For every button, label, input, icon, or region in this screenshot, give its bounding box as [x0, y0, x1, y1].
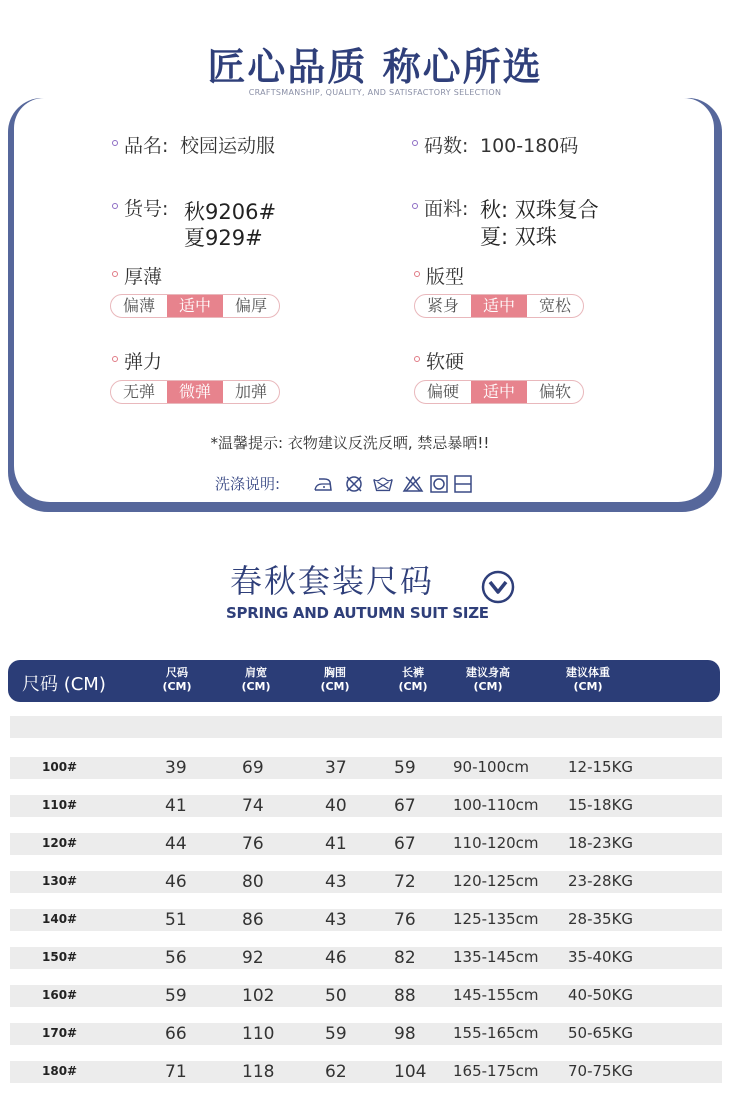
size-cell: 180#	[42, 1064, 78, 1078]
weight-cell: 15-18KG	[568, 796, 634, 814]
chest-cell: 46	[325, 948, 347, 968]
size-code-cell: 44	[165, 834, 187, 854]
bullet-icon	[412, 203, 418, 209]
size-cell: 100#	[42, 760, 78, 774]
weight-cell: 35-40KG	[568, 948, 634, 966]
table-spacer-band	[10, 716, 722, 738]
softness-option-selected: 适中	[471, 381, 527, 403]
bullet-icon	[112, 203, 118, 209]
size-cell: 110#	[42, 798, 78, 812]
softness-option: 偏硬	[426, 382, 459, 401]
column-header: 建议体重 (CM)	[566, 666, 610, 693]
tumble-dry-icon	[428, 474, 450, 494]
height-cell: 90-100cm	[453, 758, 529, 776]
weight-cell: 12-15KG	[568, 758, 634, 776]
size-table-header	[8, 660, 720, 702]
elasticity-option: 加弹	[234, 382, 267, 401]
wash-instructions-label: 洗涤说明:	[215, 475, 281, 493]
size-range-value: 100-180码	[480, 135, 579, 157]
height-cell: 110-120cm	[453, 834, 539, 852]
elasticity-option-selected: 微弹	[167, 381, 223, 403]
chevron-down-icon	[481, 570, 515, 604]
shoulder-cell: 102	[242, 986, 275, 1006]
item-number-autumn: 秋9206#	[184, 200, 277, 224]
fabric-autumn: 秋: 双珠复合	[480, 198, 599, 222]
item-number-label: 货号:	[124, 198, 169, 220]
elasticity-label: 弹力	[124, 351, 163, 373]
chest-cell: 37	[325, 758, 347, 778]
shoulder-cell: 69	[242, 758, 264, 778]
fit-option: 紧身	[426, 296, 459, 315]
height-cell: 165-175cm	[453, 1062, 539, 1080]
column-header: 尺码 (CM)	[162, 666, 192, 693]
shoulder-cell: 86	[242, 910, 264, 930]
shoulder-cell: 74	[242, 796, 264, 816]
size-cell: 120#	[42, 836, 78, 850]
size-range-label: 码数:	[424, 135, 469, 157]
elasticity-option: 无弹	[122, 382, 155, 401]
item-number-summer: 夏929#	[184, 226, 263, 250]
pants-length-cell: 76	[394, 910, 416, 930]
chest-cell: 50	[325, 986, 347, 1006]
chest-cell: 43	[325, 910, 347, 930]
chest-cell: 41	[325, 834, 347, 854]
fit-option-selected: 适中	[471, 295, 527, 317]
shoulder-cell: 118	[242, 1062, 275, 1082]
size-section-subtitle: SPRING AND AUTUMN SUIT SIZE	[226, 604, 489, 622]
thickness-selector	[110, 294, 280, 318]
size-code-cell: 66	[165, 1024, 187, 1044]
weight-cell: 50-65KG	[568, 1024, 634, 1042]
bullet-icon	[412, 140, 418, 146]
page-subtitle: CRAFTSMANSHIP, QUALITY, AND SATISFACTORY SELECTION	[248, 88, 502, 97]
thickness-label: 厚薄	[124, 266, 163, 288]
size-cell: 160#	[42, 988, 78, 1002]
bullet-icon	[112, 140, 118, 146]
height-cell: 100-110cm	[453, 796, 539, 814]
size-cell: 150#	[42, 950, 78, 964]
column-header: 肩宽 (CM)	[241, 666, 271, 693]
chest-cell: 43	[325, 872, 347, 892]
size-code-cell: 41	[165, 796, 187, 816]
size-cell: 170#	[42, 1026, 78, 1040]
column-header: 胸围 (CM)	[320, 666, 350, 693]
pants-length-cell: 88	[394, 986, 416, 1006]
weight-cell: 70-75KG	[568, 1062, 634, 1080]
height-cell: 135-145cm	[453, 948, 539, 966]
care-tip: *温馨提示: 衣物建议反洗反晒, 禁忌暴晒!!	[210, 434, 490, 452]
thickness-option-selected: 适中	[167, 295, 223, 317]
weight-cell: 23-28KG	[568, 872, 634, 890]
size-cell: 140#	[42, 912, 78, 926]
softness-label: 软硬	[426, 351, 465, 373]
pants-length-cell: 67	[394, 796, 416, 816]
fit-label: 版型	[426, 266, 465, 288]
weight-cell: 18-23KG	[568, 834, 634, 852]
thickness-option: 偏薄	[122, 296, 155, 315]
no-dry-clean-icon	[402, 474, 424, 494]
size-code-cell: 46	[165, 872, 187, 892]
bullet-icon	[112, 356, 118, 362]
bullet-icon	[112, 271, 118, 277]
page-title: 匠心品质 称心所选	[207, 45, 543, 89]
size-code-cell: 59	[165, 986, 187, 1006]
bullet-icon	[414, 356, 420, 362]
pants-length-cell: 72	[394, 872, 416, 892]
column-header: 长裤 (CM)	[398, 666, 428, 693]
softness-option: 偏软	[538, 382, 571, 401]
size-section-title: 春秋套装尺码	[230, 562, 435, 600]
thickness-option: 偏厚	[234, 296, 267, 315]
pants-length-cell: 82	[394, 948, 416, 968]
no-bleach-icon	[343, 474, 365, 494]
flat-dry-icon	[452, 474, 474, 494]
pants-length-cell: 67	[394, 834, 416, 854]
height-cell: 145-155cm	[453, 986, 539, 1004]
height-cell: 155-165cm	[453, 1024, 539, 1042]
product-name-label: 品名:	[124, 135, 169, 157]
elasticity-selector	[110, 380, 280, 404]
pants-length-cell: 59	[394, 758, 416, 778]
chest-cell: 40	[325, 796, 347, 816]
size-code-cell: 56	[165, 948, 187, 968]
shoulder-cell: 110	[242, 1024, 275, 1044]
weight-cell: 28-35KG	[568, 910, 634, 928]
pants-length-cell: 98	[394, 1024, 416, 1044]
size-code-cell: 71	[165, 1062, 187, 1082]
chest-cell: 62	[325, 1062, 347, 1082]
iron-low-icon	[312, 474, 334, 494]
shoulder-cell: 92	[242, 948, 264, 968]
fabric-label: 面料:	[424, 198, 469, 220]
product-name-value: 校园运动服	[180, 135, 276, 157]
fabric-summer: 夏: 双珠	[480, 225, 557, 249]
hand-wash-icon	[372, 474, 394, 494]
chest-cell: 59	[325, 1024, 347, 1044]
size-code-cell: 39	[165, 758, 187, 778]
column-header: 建议身高 (CM)	[466, 666, 510, 693]
size-cell: 130#	[42, 874, 78, 888]
size-table-header-title: 尺码 (CM)	[22, 674, 106, 695]
shoulder-cell: 76	[242, 834, 264, 854]
pants-length-cell: 104	[394, 1062, 427, 1082]
height-cell: 125-135cm	[453, 910, 539, 928]
fit-option: 宽松	[538, 296, 571, 315]
height-cell: 120-125cm	[453, 872, 539, 890]
shoulder-cell: 80	[242, 872, 264, 892]
weight-cell: 40-50KG	[568, 986, 634, 1004]
fit-selector	[414, 294, 584, 318]
bullet-icon	[414, 271, 420, 277]
softness-selector	[414, 380, 584, 404]
size-code-cell: 51	[165, 910, 187, 930]
